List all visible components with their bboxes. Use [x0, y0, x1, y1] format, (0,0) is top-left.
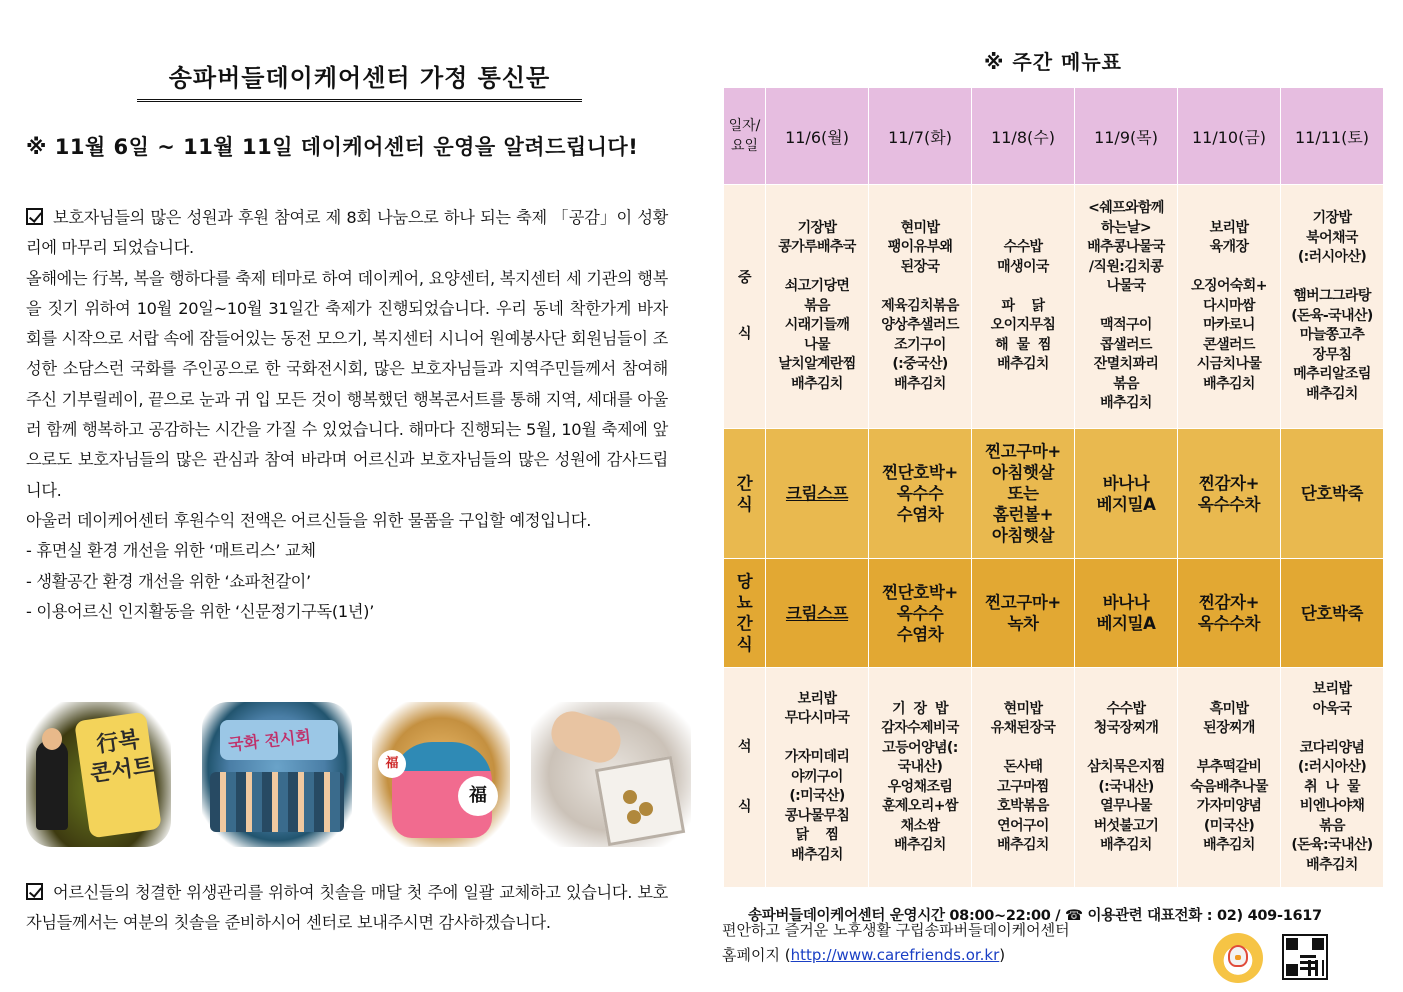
plan-item-mattress: - 휴면실 환경 개선을 위한 ‘매트리스’ 교체 [26, 541, 316, 561]
menu-item: 기장밥 [1312, 210, 1352, 226]
menu-item: (:국내산) [1098, 778, 1154, 795]
menu-item: (:중국산) [892, 356, 948, 373]
coin-icon [623, 790, 637, 804]
hand-figure [546, 706, 626, 768]
menu-cell [869, 668, 972, 888]
homepage-line: 홈페이지 (http://www.carefriends.or.kr) [722, 946, 1006, 964]
center-logo-icon [1213, 933, 1263, 983]
menu-item: 바나나 [1102, 473, 1150, 493]
menu-item: 현미밥 [900, 219, 940, 236]
menu-heading: ※ 주간 메뉴표 [984, 50, 1122, 74]
menu-item: 단호박죽 [1300, 603, 1364, 623]
menu-item: /직원:김치콩 [1088, 258, 1164, 275]
row-label-char: 식 [738, 798, 751, 815]
menu-item: 단호박죽 [1300, 484, 1364, 503]
menu-item: 날치알계란찜 [778, 356, 856, 373]
violinist-figure [36, 740, 68, 830]
chick-beak [1235, 955, 1241, 960]
menu-item: 배추김치 [791, 375, 843, 392]
menu-item [1077, 297, 1175, 317]
snack-label [724, 429, 766, 559]
diabetic-snack-label [724, 559, 766, 668]
menu-cell [972, 668, 1075, 888]
menu-item: 마카로니 [1203, 317, 1255, 334]
menu-item: 콩나물무침 [784, 807, 850, 824]
menu-item [1283, 719, 1381, 739]
menu-item: 파 닭 [1001, 297, 1045, 314]
menu-item: 찐감자+ [1198, 593, 1260, 612]
qr-code-icon[interactable] [1282, 934, 1328, 980]
menu-item: 또는 [1007, 484, 1039, 503]
menu-item: 비엔나야채 [1299, 798, 1365, 814]
menu-item: (:러시아산) [1297, 759, 1367, 775]
festival-notice [26, 203, 668, 627]
concert-photo [26, 702, 171, 847]
row-label-char: 식 [736, 494, 753, 514]
menu-item: 보리밥 [797, 690, 837, 707]
menu-item: 오이지무침 [990, 317, 1056, 334]
menu-item: 잔멸치꽈리 [1093, 356, 1159, 373]
menu-item [768, 258, 866, 278]
menu-item: 크림스프 [785, 603, 849, 623]
menu-item: 코다리양념 [1299, 739, 1365, 756]
plan-item-sofa: - 생활공간 환경 개선을 위한 ‘쇼파천갈이’ [26, 571, 311, 591]
menu-cell [972, 429, 1075, 559]
menu-item: 홈런볼+ [992, 505, 1054, 524]
menu-item: 찐단호박+ [882, 463, 958, 482]
menu-item: 아욱국 [1312, 700, 1352, 717]
menu-cell [766, 429, 869, 559]
menu-item: 팽이유부왜 [887, 239, 953, 256]
row-label-char: 간 [736, 614, 753, 633]
plan-item-newspaper: - 이용어르신 인지활동을 위한 ‘신문정기구독(1년)’ [26, 601, 375, 621]
menu-item: 시금치나물 [1196, 356, 1262, 373]
menu-item: 옥수수차 [1197, 494, 1261, 514]
menu-item: 장무침 [1312, 346, 1352, 363]
day-header: 11/8(수) [972, 88, 1075, 185]
festival-intro: 보호자님들의 많은 성원과 후원 참여로 제 8회 나눔으로 하나 되는 축제 「공감」이 성황리에 마무리 되었습니다. [26, 208, 668, 258]
menu-item: (:러시아산) [1297, 249, 1367, 265]
menu-cell [869, 185, 972, 429]
menu-cell [1281, 185, 1384, 429]
menu-item: 수수밥 [1003, 239, 1043, 256]
menu-cell [1075, 559, 1178, 668]
lunch-label [724, 185, 766, 429]
menu-item: 마늘쫑고추 [1299, 327, 1365, 343]
menu-item: 옥수수차 [1197, 614, 1261, 633]
menu-cell [1178, 185, 1281, 429]
concert-sign-text: 行복 콘서트 [88, 726, 156, 788]
coin-icon [639, 802, 653, 816]
menu-item: <쉐프와함께 [1088, 200, 1164, 217]
menu-header-row [724, 88, 1384, 185]
menu-item: 수염차 [896, 505, 944, 524]
menu-item: 배추김치 [894, 375, 946, 392]
toothbrush-text: 어르신들의 청결한 위생관리를 위하여 칫솔을 매달 첫 주에 일괄 교체하고 있습니다. 보호자님들께서는 여분의 칫솔을 준비하시어 센터로 보내주시면 감사하겠습니다. [26, 883, 668, 933]
menu-item: 녹차 [1007, 614, 1039, 633]
menu-cell [869, 429, 972, 559]
menu-item: 볶음 [1113, 375, 1139, 392]
row-label-char: 뇨 [736, 593, 753, 612]
menu-item [871, 277, 969, 297]
festival-body: 올해에는 行복, 복을 행하다를 축제 테마로 하여 데이케어, 요양센터, 복지센터 세 기관의 행복을 짓기 위하여 10월 20일~10월 31일간 축제가 진행되었습니다. 우리 동네 착한가게 바자회를 시작으로 서랍 속에 잠들어있는 동전 모으기, 복지센터 시니어 원예봉사단 회원님들이 조성한 소담스런 국화를 주인공으로 한 국화전시회, 많은 보호자님들과 지역주민들께서 참여해주신 기부릴레이, 끝으로 눈과 귀 입 모든 것이 행복했던 행복콘서트를 통해 지역, 세대를 아울러 함께 행복하고 공감하는 시간을 가질 수 있었습니다. 해마다 진행되는 5월, 10월 축제에 앞으로도 보호자님들의 많은 관심과 참여 바라며 어르신과 보호자님들의 많은 성원에 감사드립니다. [26, 268, 668, 500]
menu-item: 국내산) [897, 759, 943, 775]
violinist-face [42, 728, 62, 750]
menu-item: 배추김치 [1306, 856, 1358, 873]
menu-item: 유채된장국 [990, 720, 1056, 736]
exhibition-banner-text: 국화 전시회 [227, 726, 312, 755]
menu-item: 연어구이 [997, 817, 1049, 834]
menu-item: 매생이국 [997, 258, 1049, 275]
menu-item: 배추김치 [1100, 837, 1152, 853]
row-label-char: 당 [736, 572, 753, 591]
menu-item: 가자미양념 [1196, 798, 1262, 814]
fortune-char-large: 福 [458, 776, 498, 816]
menu-item [1283, 268, 1381, 288]
day-header: 11/9(목) [1075, 88, 1178, 185]
menu-item: 채소쌈 [900, 817, 940, 834]
menu-item: 북어채국 [1306, 229, 1358, 246]
menu-item: 배추김치 [997, 356, 1049, 373]
menu-item: 제육김치볶음 [881, 297, 959, 314]
row-label-char: 석 [738, 739, 751, 755]
menu-item: (미국산) [1203, 817, 1255, 834]
menu-item [974, 739, 1072, 759]
menu-item [1180, 739, 1278, 759]
center-slogan: 편안하고 즐거운 노후생활 구립송파버들데이케어센터 [722, 921, 1070, 939]
menu-item: 크림스프 [785, 484, 849, 503]
menu-item: 배추김치 [894, 837, 946, 853]
menu-item: 옥수수 [896, 484, 944, 503]
donation-plan: 아울러 데이케어센터 후원수익 전액은 어르신들을 위한 물품을 구입할 예정입니다. [26, 510, 592, 530]
menu-item: 쇠고기당면 [784, 278, 850, 295]
menu-item: 고등어양념(: [882, 739, 958, 756]
menu-item: 고구마찜 [997, 778, 1049, 795]
operating-hours: 송파버들데이케어센터 운영시간 08:00~22:00 / ☎ 이용관련 대표전화 : 02) 409-1617 [748, 908, 1322, 924]
menu-cell [766, 668, 869, 888]
row-label-char: 식 [736, 635, 753, 654]
menu-cell [766, 185, 869, 429]
menu-item: (돈육:국내산) [1291, 837, 1373, 853]
row-label-char [726, 758, 763, 778]
newsletter-title: 송파버들데이케어센터 가정 통신문 [137, 58, 582, 102]
menu-item: 배추김치 [1203, 837, 1255, 853]
menu-item: 배추김치 [1203, 375, 1255, 392]
menu-item: 바나나 [1102, 593, 1150, 612]
menu-item: 하는날> [1101, 219, 1151, 236]
menu-cell [1075, 668, 1178, 888]
menu-item: 청국장찌개 [1093, 720, 1159, 736]
dinner-row [724, 668, 1384, 888]
menu-cell [1178, 559, 1281, 668]
menu-item: 찐단호박+ [882, 582, 958, 602]
menu-item: 찐감자+ [1198, 473, 1260, 493]
coin-icon [627, 810, 641, 824]
menu-item: 취 나 물 [1304, 778, 1360, 795]
menu-item: 메추리알조림 [1293, 366, 1371, 382]
menu-item: 배추김치 [997, 837, 1049, 853]
menu-item: 배추김치 [791, 846, 843, 863]
menu-item: 시래기들깨 [784, 317, 850, 334]
dinner-label [724, 668, 766, 888]
festival-photos [26, 702, 691, 847]
menu-item: 감자수제비국 [881, 720, 959, 736]
menu-item: 돈사태 [1003, 759, 1043, 775]
menu-item: 숙음배추나물 [1190, 778, 1268, 795]
newsletter-subtitle: ※ 11월 6일 ~ 11월 11일 데이케어센터 운영을 알려드립니다! [26, 135, 639, 159]
fortune-char-small: 福 [378, 750, 406, 778]
menu-item: 삼치묵은지찜 [1087, 759, 1165, 775]
menu-item: 수수밥 [1106, 700, 1146, 717]
menu-item: 야끼구이 [791, 768, 843, 785]
date-day-label: 일자/ 요일 [724, 88, 766, 185]
menu-item: 볶음 [804, 297, 830, 314]
homepage-link[interactable]: http://www.carefriends.or.kr [790, 946, 1000, 964]
diabetic-snack-row [724, 559, 1384, 668]
checkbox-icon [26, 883, 43, 900]
menu-item: 현미밥 [1003, 700, 1043, 717]
row-label-char: 간 [736, 473, 753, 493]
menu-item: 양상추샐러드 [881, 317, 959, 334]
menu-item: 된장찌개 [1203, 720, 1255, 736]
menu-cell [869, 559, 972, 668]
checkbox-icon [26, 208, 43, 225]
menu-item: 배추김치 [1306, 385, 1358, 402]
menu-cell [1178, 668, 1281, 888]
menu-cell [1281, 668, 1384, 888]
menu-cell [1075, 429, 1178, 559]
menu-item: 나물 [804, 336, 830, 353]
menu-item: 기장밥 [797, 219, 837, 236]
day-header: 11/6(월) [766, 88, 869, 185]
menu-item: 옥수수 [896, 603, 944, 623]
menu-item [768, 729, 866, 749]
menu-item: 훈제오리+쌈 [882, 798, 958, 814]
row-label-char [726, 778, 763, 798]
menu-item: 햄버그그라탕 [1293, 288, 1371, 304]
volunteer-group [210, 772, 344, 832]
menu-item: 호박볶음 [997, 798, 1049, 814]
menu-item: 해 물 찜 [995, 336, 1051, 353]
day-header: 11/7(화) [869, 88, 972, 185]
menu-item: 열무나물 [1100, 798, 1152, 814]
menu-item: 흑미밥 [1209, 700, 1249, 717]
menu-item: (돈육-국내산) [1291, 307, 1373, 324]
menu-cell [1178, 429, 1281, 559]
snack-row [724, 429, 1384, 559]
fortune-pouch-photo [372, 702, 510, 847]
menu-item: 배추콩나물국 [1087, 239, 1165, 256]
coin-collection-photo [531, 702, 691, 847]
menu-item: 베지밀A [1096, 614, 1156, 633]
row-label-char: 식 [738, 325, 751, 342]
menu-item: 배추김치 [1100, 395, 1152, 412]
menu-item [974, 277, 1072, 297]
menu-item: 콥샐러드 [1100, 336, 1152, 353]
day-header: 11/11(토) [1281, 88, 1384, 185]
menu-item: 콘샐러드 [1203, 336, 1255, 353]
menu-cell [1281, 559, 1384, 668]
chrysanthemum-exhibition-photo [202, 702, 352, 847]
weekly-menu-table [723, 87, 1384, 888]
menu-item: 기 장 밥 [892, 700, 948, 717]
menu-item: 맥적구이 [1100, 317, 1152, 334]
menu-item: 버섯불고기 [1093, 817, 1159, 834]
menu-item: 수염차 [896, 624, 944, 644]
menu-item: 베지밀A [1096, 494, 1156, 514]
menu-item [1180, 258, 1278, 278]
day-header: 11/10(금) [1178, 88, 1281, 185]
menu-item: 볶음 [1319, 817, 1345, 834]
menu-cell [1075, 185, 1178, 429]
menu-item: 보리밥 [1209, 219, 1249, 236]
row-label-char: 중 [738, 270, 751, 286]
menu-cell [766, 559, 869, 668]
menu-item: 나물국 [1106, 278, 1146, 295]
toothbrush-notice [26, 878, 668, 939]
menu-item: 보리밥 [1312, 681, 1352, 697]
menu-item: 오징어숙회+ [1191, 278, 1267, 295]
menu-item: (:미국산) [789, 788, 845, 805]
menu-cell [972, 559, 1075, 668]
coin-box [595, 756, 685, 846]
menu-item: 콩가루배추국 [778, 239, 856, 256]
menu-item: 아침햇살 [991, 463, 1055, 482]
menu-item: 찐고구마+ [985, 442, 1061, 461]
menu-item [1077, 739, 1175, 759]
menu-item: 찐고구마+ [985, 593, 1061, 612]
menu-item: 부추떡갈비 [1196, 759, 1262, 775]
menu-item: 닭 찜 [795, 827, 839, 844]
menu-cell [972, 185, 1075, 429]
lunch-row [724, 185, 1384, 429]
menu-item: 가자미데리 [784, 749, 850, 766]
menu-cell [1281, 429, 1384, 559]
menu-item: 아침햇살 [991, 526, 1055, 545]
menu-item: 조기구이 [894, 336, 946, 353]
menu-item: 육개장 [1209, 239, 1249, 256]
menu-item: 다시마쌈 [1203, 297, 1255, 314]
menu-item: 우엉채조림 [887, 778, 953, 795]
menu-item: 된장국 [900, 258, 940, 275]
menu-item: 무다시마국 [784, 710, 850, 727]
